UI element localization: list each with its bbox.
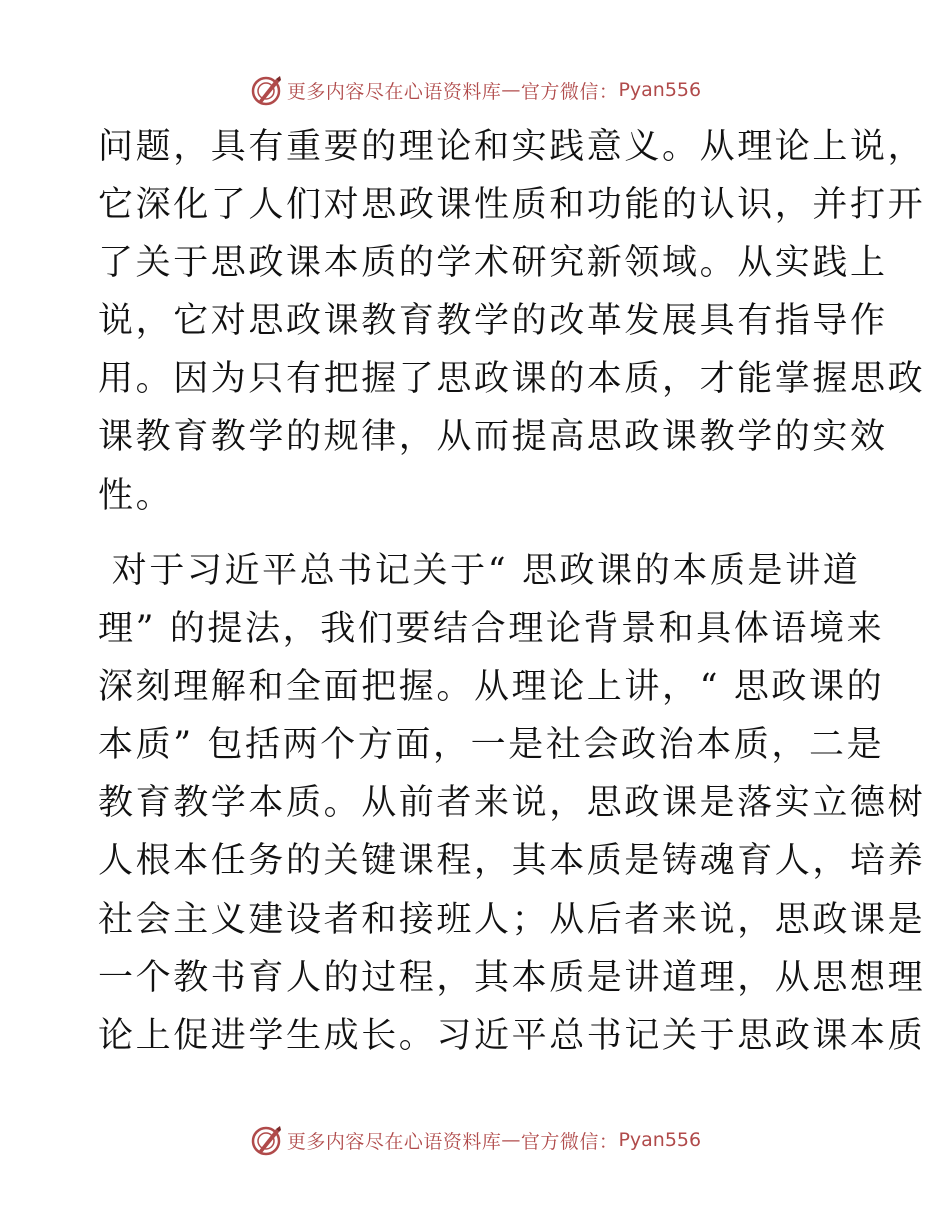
text-line: 性。	[98, 475, 174, 516]
footer-dash: —	[501, 1129, 521, 1151]
pen-logo-icon	[249, 1123, 283, 1157]
header-dash: —	[501, 79, 521, 101]
text-line: 论上促进学生成长。习近平总书记关于思政课本质	[98, 1015, 926, 1056]
footer-wechat-label: 官方微信：	[520, 1130, 619, 1153]
footer-banner	[0, 1120, 950, 1160]
paragraph-2	[98, 542, 926, 1065]
footer-brand: 更多内容尽在心语资料库	[286, 1130, 502, 1153]
paragraph-1	[98, 118, 926, 525]
text-line: 一个教书育人的过程，其本质是讲道理，从思想理	[98, 957, 926, 998]
text-line: 教育教学本质。从前者来说，思政课是落实立德树	[98, 783, 926, 824]
text-line: 了关于思政课本质的学术研究新领域。从实践上	[98, 243, 888, 284]
text-line: 人根本任务的关键课程，其本质是铸魂育人，培养	[98, 841, 926, 882]
text-line: 它深化了人们对思政课性质和功能的认识，并打开	[98, 185, 926, 226]
header-wechat-id: Pyan556	[618, 79, 702, 101]
header-brand: 更多内容尽在心语资料库	[286, 80, 502, 103]
text-line: 理” 的提法，我们要结合理论背景和具体语境来	[98, 609, 885, 650]
text-line: 深刻理解和全面把握。从理论上讲，“ 思政课的	[98, 667, 885, 708]
text-line: 用。因为只有把握了思政课的本质，才能掌握思政	[98, 359, 926, 400]
header-wechat-label: 官方微信：	[520, 80, 619, 103]
text-line: 课教育教学的规律，从而提高思政课教学的实效	[98, 417, 888, 458]
text-line: 本质” 包括两个方面，一是社会政治本质，二是	[98, 725, 885, 766]
text-line: 说，它对思政课教育教学的改革发展具有指导作	[98, 301, 888, 342]
text-line: 对于习近平总书记关于“ 思政课的本质是讲道	[98, 551, 861, 591]
text-line: 社会主义建设者和接班人；从后者来说，思政课是	[98, 899, 926, 940]
pen-logo-icon	[249, 73, 283, 107]
text-line: 问题，具有重要的理论和实践意义。从理论上说，	[98, 127, 926, 167]
footer-wechat-id: Pyan556	[618, 1129, 702, 1151]
header-banner	[0, 70, 950, 110]
